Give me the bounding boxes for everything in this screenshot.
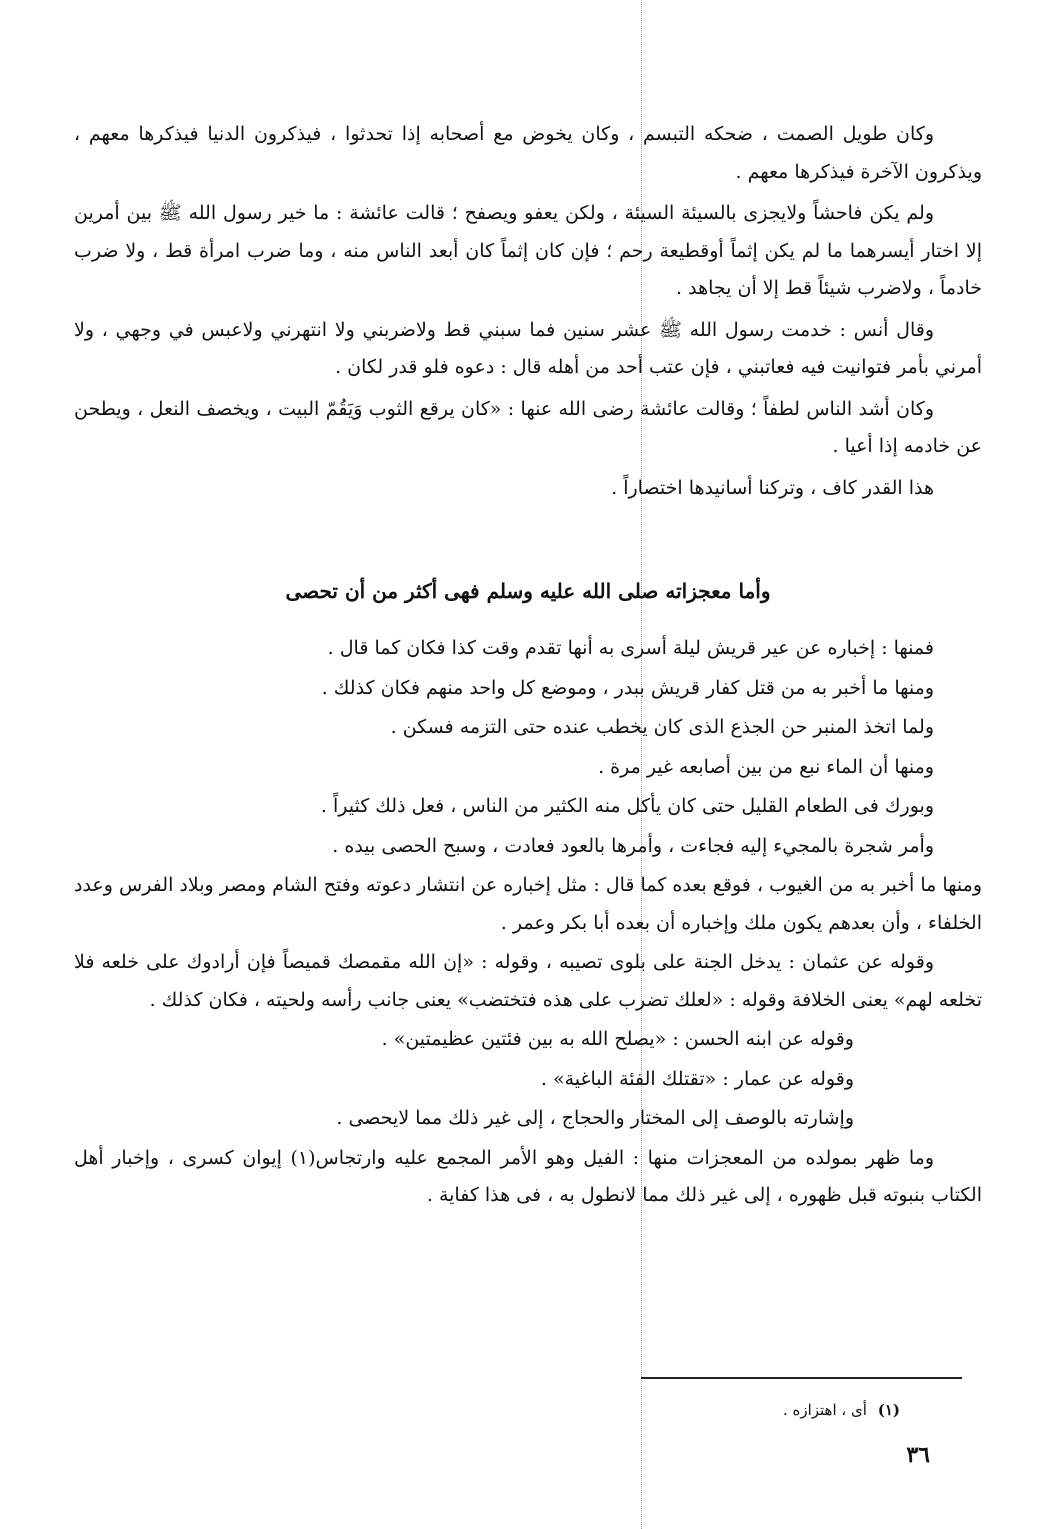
paragraph-forgiveness: ولم يكن فاحشاً ولايجزى بالسيئة السيئة ، ولكن يعفو ويصفح ؛ قالت عائشة : ما خير رسول الله ﷺ بين أمرين إلا اختار أيسرهما ما لم يكن إثماً أوقطيعة رحم ؛ فإن كان إثماً كان أبعد الناس منه ، وما ضرب امرأة قط ، ولا ضرب خادماً ، ولاضرب شيئاً قط إلا أن يجاهد . bbox=[74, 202, 982, 299]
paragraph-caravan: فمنها : إخباره عن عير قريش ليلة أسرى به أنها تقدم وقت كذا فكان كما قال . bbox=[327, 637, 934, 659]
footnote bbox=[580, 1398, 900, 1422]
paragraph-trunk: ولما اتخذ المنبر حن الجذع الذى كان يخطب عنده حتى التزمه فسكن . bbox=[390, 716, 934, 738]
footnote-text: أى ، اهتزازه . bbox=[782, 1401, 867, 1419]
paragraph-food: وبورك فى الطعام القليل حتى كان يأكل منه الكثير من الناس ، فعل ذلك كثيراً . bbox=[320, 795, 934, 817]
paragraph-silence: وكان طويل الصمت ، ضحكه التبسم ، وكان يخوض مع أصحابه إذا تحدثوا ، فيذكرون الدنيا فيذكرها معهم ، ويذكرون الآخرة فيذكرها معهم . bbox=[74, 123, 982, 183]
paragraph-kindness: وكان أشد الناس لطفاً ؛ وقالت عائشة رضى الله عنها : «كان يرقع الثوب وَيَقُمّ البيت ، ويخصف النعل ، ويطحن عن خادمه إذا أعيا . bbox=[74, 397, 982, 457]
miracles-text-block bbox=[74, 630, 982, 1217]
page-number: ٣٦ bbox=[906, 1442, 930, 1468]
paragraph-mukhtar: وإشارته بالوصف إلى المختار والحجاج ، إلى غير ذلك مما لايحصى . bbox=[336, 1107, 854, 1129]
paragraph-badr: ومنها ما أخبر به من قتل كفار قريش ببدر ، وموضع كل واحد منهم فكان كذلك . bbox=[321, 676, 934, 699]
paragraph-water: ومنها أن الماء نبع من بين أصابعه غير مرة . bbox=[598, 755, 934, 778]
section-heading-miracles: وأما معجزاته صلى الله عليه وسلم فهى أكثر من أن تحصى bbox=[285, 579, 771, 603]
paragraph-hasan: وقوله عن ابنه الحسن : «يصلح الله به بين فئتين عظيمتين» . bbox=[381, 1028, 854, 1050]
paragraph-summary: هذا القدر كاف ، وتركنا أسانيدها اختصاراً . bbox=[611, 476, 934, 499]
footnote-number: (١) bbox=[877, 1401, 900, 1419]
paragraph-anas: وقال أنس : خدمت رسول الله ﷺ عشر سنين فما سبني قط ولاضربني ولا انتهرني ولاعبس في وجهي ، ولا أمرني بأمر فتوانيت فيه فعاتبني ، فإن عتب أحد من أهله قال : دعوه فلو قدر لكان . bbox=[74, 318, 982, 378]
paragraph-birth: وما ظهر بمولده من المعجزات منها : الفيل وهو الأمر المجمع عليه وارتجاس(١) إيوان كسرى ، وإخبار أهل الكتاب بنبوته قبل ظهوره ، إلى غير ذلك مما لانطول به ، فى هذا كفاية . bbox=[74, 1146, 982, 1206]
top-text-block bbox=[74, 116, 982, 511]
paragraph-unseen: ومنها ما أخبر به من الغيوب ، فوقع بعده كما قال : مثل إخباره عن انتشار دعوته وفتح الشام ومصر وبلاد الفرس وعدد الخلفاء ، وأن بعدهم يكون ملك وإخباره أن بعده أبا بكر وعمر . bbox=[74, 874, 982, 934]
paragraph-ammar: وقوله عن عمار : «تقتلك الفئة الباغية» . bbox=[540, 1067, 854, 1090]
paragraph-tree: وأمر شجرة بالمجيء إليه فجاءت ، وأمرها بالعود فعادت ، وسبح الحصى بيده . bbox=[332, 834, 934, 857]
paragraph-uthman: وقوله عن عثمان : يدخل الجنة على بلوى تصيبه ، وقوله : «إن الله مقمصك قميصاً فإن أرادوك على خلعه فلا تخلعه لهم» يعنى الخلافة وقوله : «لعلك تضرب على هذه فتختضب» يعنى جانب رأسه ولحيته ، فكان كذلك . bbox=[74, 951, 982, 1011]
footnote-divider bbox=[641, 1377, 962, 1379]
